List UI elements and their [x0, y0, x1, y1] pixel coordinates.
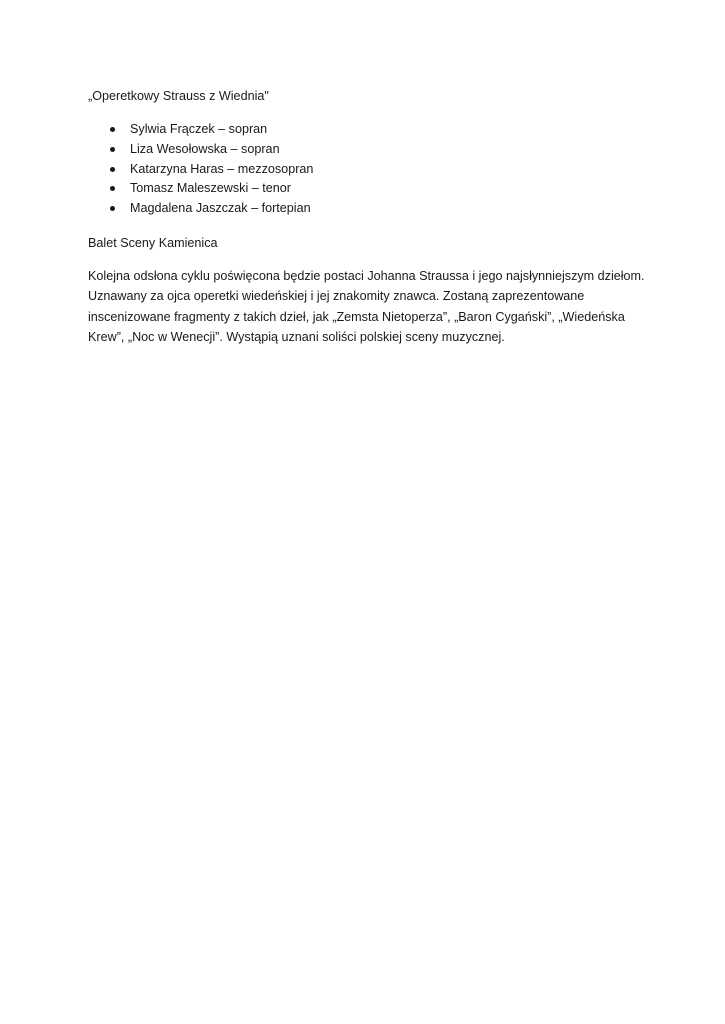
cast-member: Sylwia Frączek – sopran [130, 122, 268, 136]
ballet-company: Balet Sceny Kamienica [88, 235, 218, 250]
description-line: Kolejna odsłona cyklu poświęcona będzie postaci Johanna Straussa i jego najsłynniejszym dziełom. [88, 268, 645, 283]
cast-list-item [88, 140, 648, 160]
concert-title: „Operetkowy Strauss z Wiednia" [88, 89, 269, 103]
bullet-icon [110, 206, 115, 211]
cast-member: Tomasz Maleszewski – tenor [130, 181, 291, 196]
description-line: inscenizowane fragmenty z takich dzieł, jak „Zemsta Nietoperza”, „Baron Cygański”, „Wiedeńska [88, 309, 625, 324]
description-line: Krew”, „Noc w Wenecji”. Wystąpią uznani soliści polskiej sceny muzycznej. [88, 330, 505, 345]
cast-member: Magdalena Jaszczak – fortepian [130, 201, 311, 216]
cast-member: Katarzyna Haras – mezzosopran [130, 161, 314, 176]
description-line: Uznawany za ojca operetki wiedeńskiej i jej znakomity znawca. Zostaną zaprezentowane [88, 289, 585, 304]
bullet-icon [110, 167, 115, 172]
document-body [88, 86, 648, 348]
description-paragraph [88, 266, 648, 348]
cast-list-item [88, 179, 648, 199]
cast-list-item [88, 120, 648, 140]
bullet-icon [110, 147, 115, 152]
cast-member: Liza Wesołowska – sopran [130, 141, 280, 156]
cast-list-item [88, 160, 648, 180]
cast-list [88, 120, 648, 219]
bullet-icon [110, 127, 115, 132]
cast-list-item [88, 199, 648, 219]
bullet-icon [110, 186, 115, 191]
